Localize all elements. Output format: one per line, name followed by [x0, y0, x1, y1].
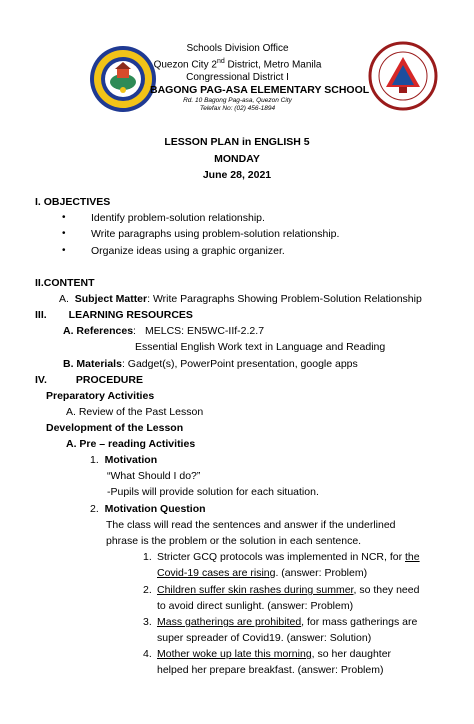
sentence-2-line-1: Children suffer skin rashes during summer, so they need — [157, 584, 420, 596]
school-seal-logo — [88, 44, 158, 114]
pre-reading-heading: A. Pre – reading Activities — [66, 438, 196, 450]
content-heading: II.CONTENT — [35, 277, 95, 289]
instruction-line-1: The class will read the sentences and answer if the underlined — [106, 519, 396, 531]
sentence-number: 4. — [143, 648, 152, 660]
header-text-block — [150, 42, 370, 113]
bullet-icon: • — [62, 212, 66, 223]
sentence-3-line-1: Mass gatherings are prohibited, for mass gatherings are — [157, 616, 418, 628]
references-value-2: Essential English Work text in Language and Reading — [135, 341, 386, 353]
development-heading: Development of the Lesson — [46, 422, 184, 434]
sentence-3-line-2: super spreader of Covid19. (answer: Solution) — [157, 632, 372, 644]
division-seal-logo — [368, 41, 438, 111]
city-district: Quezon City 2nd District, Metro Manila — [153, 58, 322, 71]
bullet-icon: • — [62, 228, 66, 239]
lesson-day: MONDAY — [214, 153, 260, 165]
objective-item: Organize ideas using a graphic organizer. — [91, 245, 285, 257]
review-past-lesson: A. Review of the Past Lesson — [66, 406, 204, 418]
procedure-heading: IV. PROCEDURE — [35, 374, 143, 386]
office-name: Schools Division Office — [186, 43, 289, 54]
objective-item: Write paragraphs using problem-solution relationship. — [91, 228, 340, 240]
instruction-line-2: phrase is the problem or the solution in each sentence. — [106, 535, 362, 547]
resources-heading: III. LEARNING RESOURCES — [35, 309, 193, 321]
references-row: A. References: — [63, 325, 136, 337]
sentence-number: 1. — [143, 551, 152, 563]
preparatory-activities: Preparatory Activities — [46, 390, 155, 402]
sentence-4-line-2: helped her prepare breakfast. (answer: Problem) — [157, 664, 384, 676]
school-header — [0, 40, 474, 120]
telefax: Telefax No: (02) 456-1894 — [199, 105, 276, 113]
objectives-heading: I. OBJECTIVES — [35, 196, 111, 208]
lesson-date: June 28, 2021 — [202, 169, 272, 181]
sentence-1-line-2: Covid-19 cases are rising. (answer: Problem) — [157, 567, 368, 579]
references-value-1: MELCS: EN5WC-IIf-2.2.7 — [145, 325, 265, 337]
objective-item: Identify problem-solution relationship. — [91, 212, 265, 224]
sentence-1-line-1: Stricter GCQ protocols was implemented in NCR, for the — [157, 551, 420, 563]
school-name: BAGONG PAG-ASA ELEMENTARY SCHOOL — [150, 84, 370, 97]
sentence-number: 2. — [143, 584, 152, 596]
motivation-question-text: “What Should I do?” — [107, 470, 201, 482]
lesson-title: LESSON PLAN in ENGLISH 5 — [164, 136, 310, 148]
sentence-4-line-1: Mother woke up late this morning, so her daughter — [157, 648, 392, 660]
sentence-2-line-2: to avoid direct sunlight. (answer: Problem) — [157, 600, 354, 612]
congressional-district: Congressional District I — [186, 72, 289, 84]
school-address: Rd. 10 Bagong Pag-asa, Quezon City — [183, 97, 292, 105]
motivation-note: -Pupils will provide solution for each situation. — [107, 486, 319, 498]
materials-row: B. Materials: Gadget(s), PowerPoint presentation, google apps — [63, 358, 358, 370]
subject-matter: A. Subject Matter: Write Paragraphs Showing Problem-Solution Relationship — [59, 293, 422, 305]
bullet-icon: • — [62, 245, 66, 256]
motivation-row: 1. Motivation — [90, 454, 158, 466]
motivation-question-row: 2. Motivation Question — [90, 503, 206, 515]
sentence-number: 3. — [143, 616, 152, 628]
